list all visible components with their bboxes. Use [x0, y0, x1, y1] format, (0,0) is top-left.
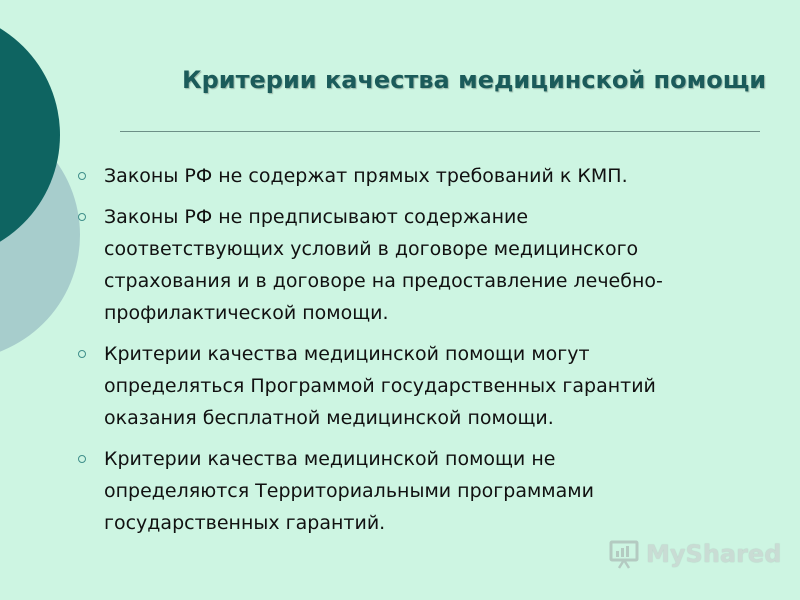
bullet-circle-icon — [78, 213, 86, 221]
bullet-text: Законы РФ не содержат прямых требований к КМП. — [104, 165, 628, 187]
list-item — [72, 338, 752, 434]
title-divider — [120, 131, 760, 132]
list-item — [72, 201, 752, 329]
watermark-text: MyShared — [646, 540, 782, 568]
bullet-text: Законы РФ не предписывают содержание соответствующих условий в договоре медицинского страхования и в договоре на предоставление лечебно- профилактической помощи. — [104, 206, 663, 324]
bullet-text: Критерии качества медицинской помощи не определяются Территориальными программами государственных гарантий. — [104, 448, 594, 534]
bullet-circle-icon — [78, 172, 86, 180]
bullet-text: Критерии качества медицинской помощи могут определяться Программой государственных гарантий оказания бесплатной медицинской помощи. — [104, 343, 656, 429]
bullet-circle-icon — [78, 350, 86, 358]
myshared-watermark — [608, 537, 781, 571]
bullet-list — [72, 160, 752, 548]
list-item — [72, 160, 752, 192]
slide-title: Критерии качества медицинской помощи — [182, 66, 767, 94]
list-item — [72, 443, 752, 539]
bullet-circle-icon — [78, 455, 86, 463]
presentation-board-icon — [608, 537, 642, 571]
